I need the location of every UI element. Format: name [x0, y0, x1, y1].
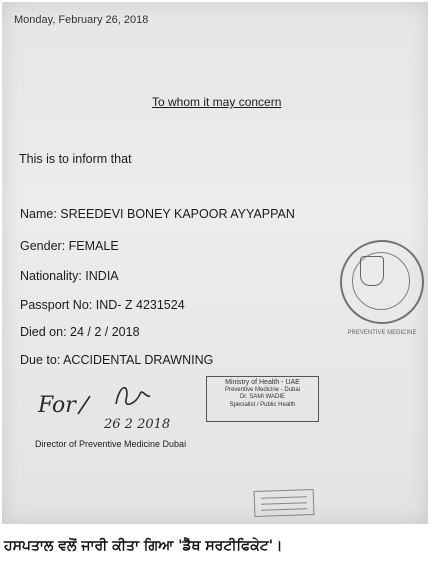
certificate-paper [2, 2, 428, 524]
gender-field: Gender: FEMALE [20, 239, 119, 253]
photo-caption: ਹਸਪਤਾਲ ਵਲੋਂ ਜਾਰੀ ਕੀਤਾ ਗਿਆ 'ਡੈੱਥ ਸਰਟੀਫਿਕੇਟ'। [4, 538, 283, 554]
signature-date-text: 26 2 2018 [104, 417, 171, 432]
handwritten-signature [32, 374, 222, 444]
signature-for-text: For [38, 393, 76, 418]
stamp-line-role: Specialist / Public Health [229, 401, 296, 408]
nationality-field: Nationality: INDIA [20, 269, 119, 283]
stamp-script-line [261, 502, 307, 505]
document-heading: To whom it may concern [152, 95, 282, 109]
stamp-line-department: Preventive Medicine - Dubai [224, 386, 301, 393]
seal-text: PREVENTIVE MEDICINE [347, 330, 417, 336]
passport-field: Passport No: IND- Z 4231524 [20, 298, 185, 312]
stamp-script-line [261, 508, 307, 511]
bottom-stamp [254, 489, 315, 517]
stamp-line-ministry: Ministry of Health - UAE [225, 379, 300, 386]
intro-text: This is to inform that [19, 152, 132, 166]
name-field: Name: SREEDEVI BONEY KAPOOR AYYAPPAN [20, 207, 295, 221]
stamp-line-doctor: Dr. SAMI WADIE [239, 394, 286, 400]
stamp-script-line [261, 496, 307, 499]
director-title: Director of Preventive Medicine Dubai [35, 439, 187, 449]
ministry-stamp [206, 376, 319, 422]
died-on-field: Died on: 24 / 2 / 2018 [20, 325, 140, 339]
document-date: Monday, February 26, 2018 [14, 14, 149, 26]
official-seal [340, 240, 424, 336]
document-photo [2, 2, 432, 526]
emblem-icon [360, 256, 384, 286]
cause-field: Due to: ACCIDENTAL DRAWNING [20, 353, 214, 367]
